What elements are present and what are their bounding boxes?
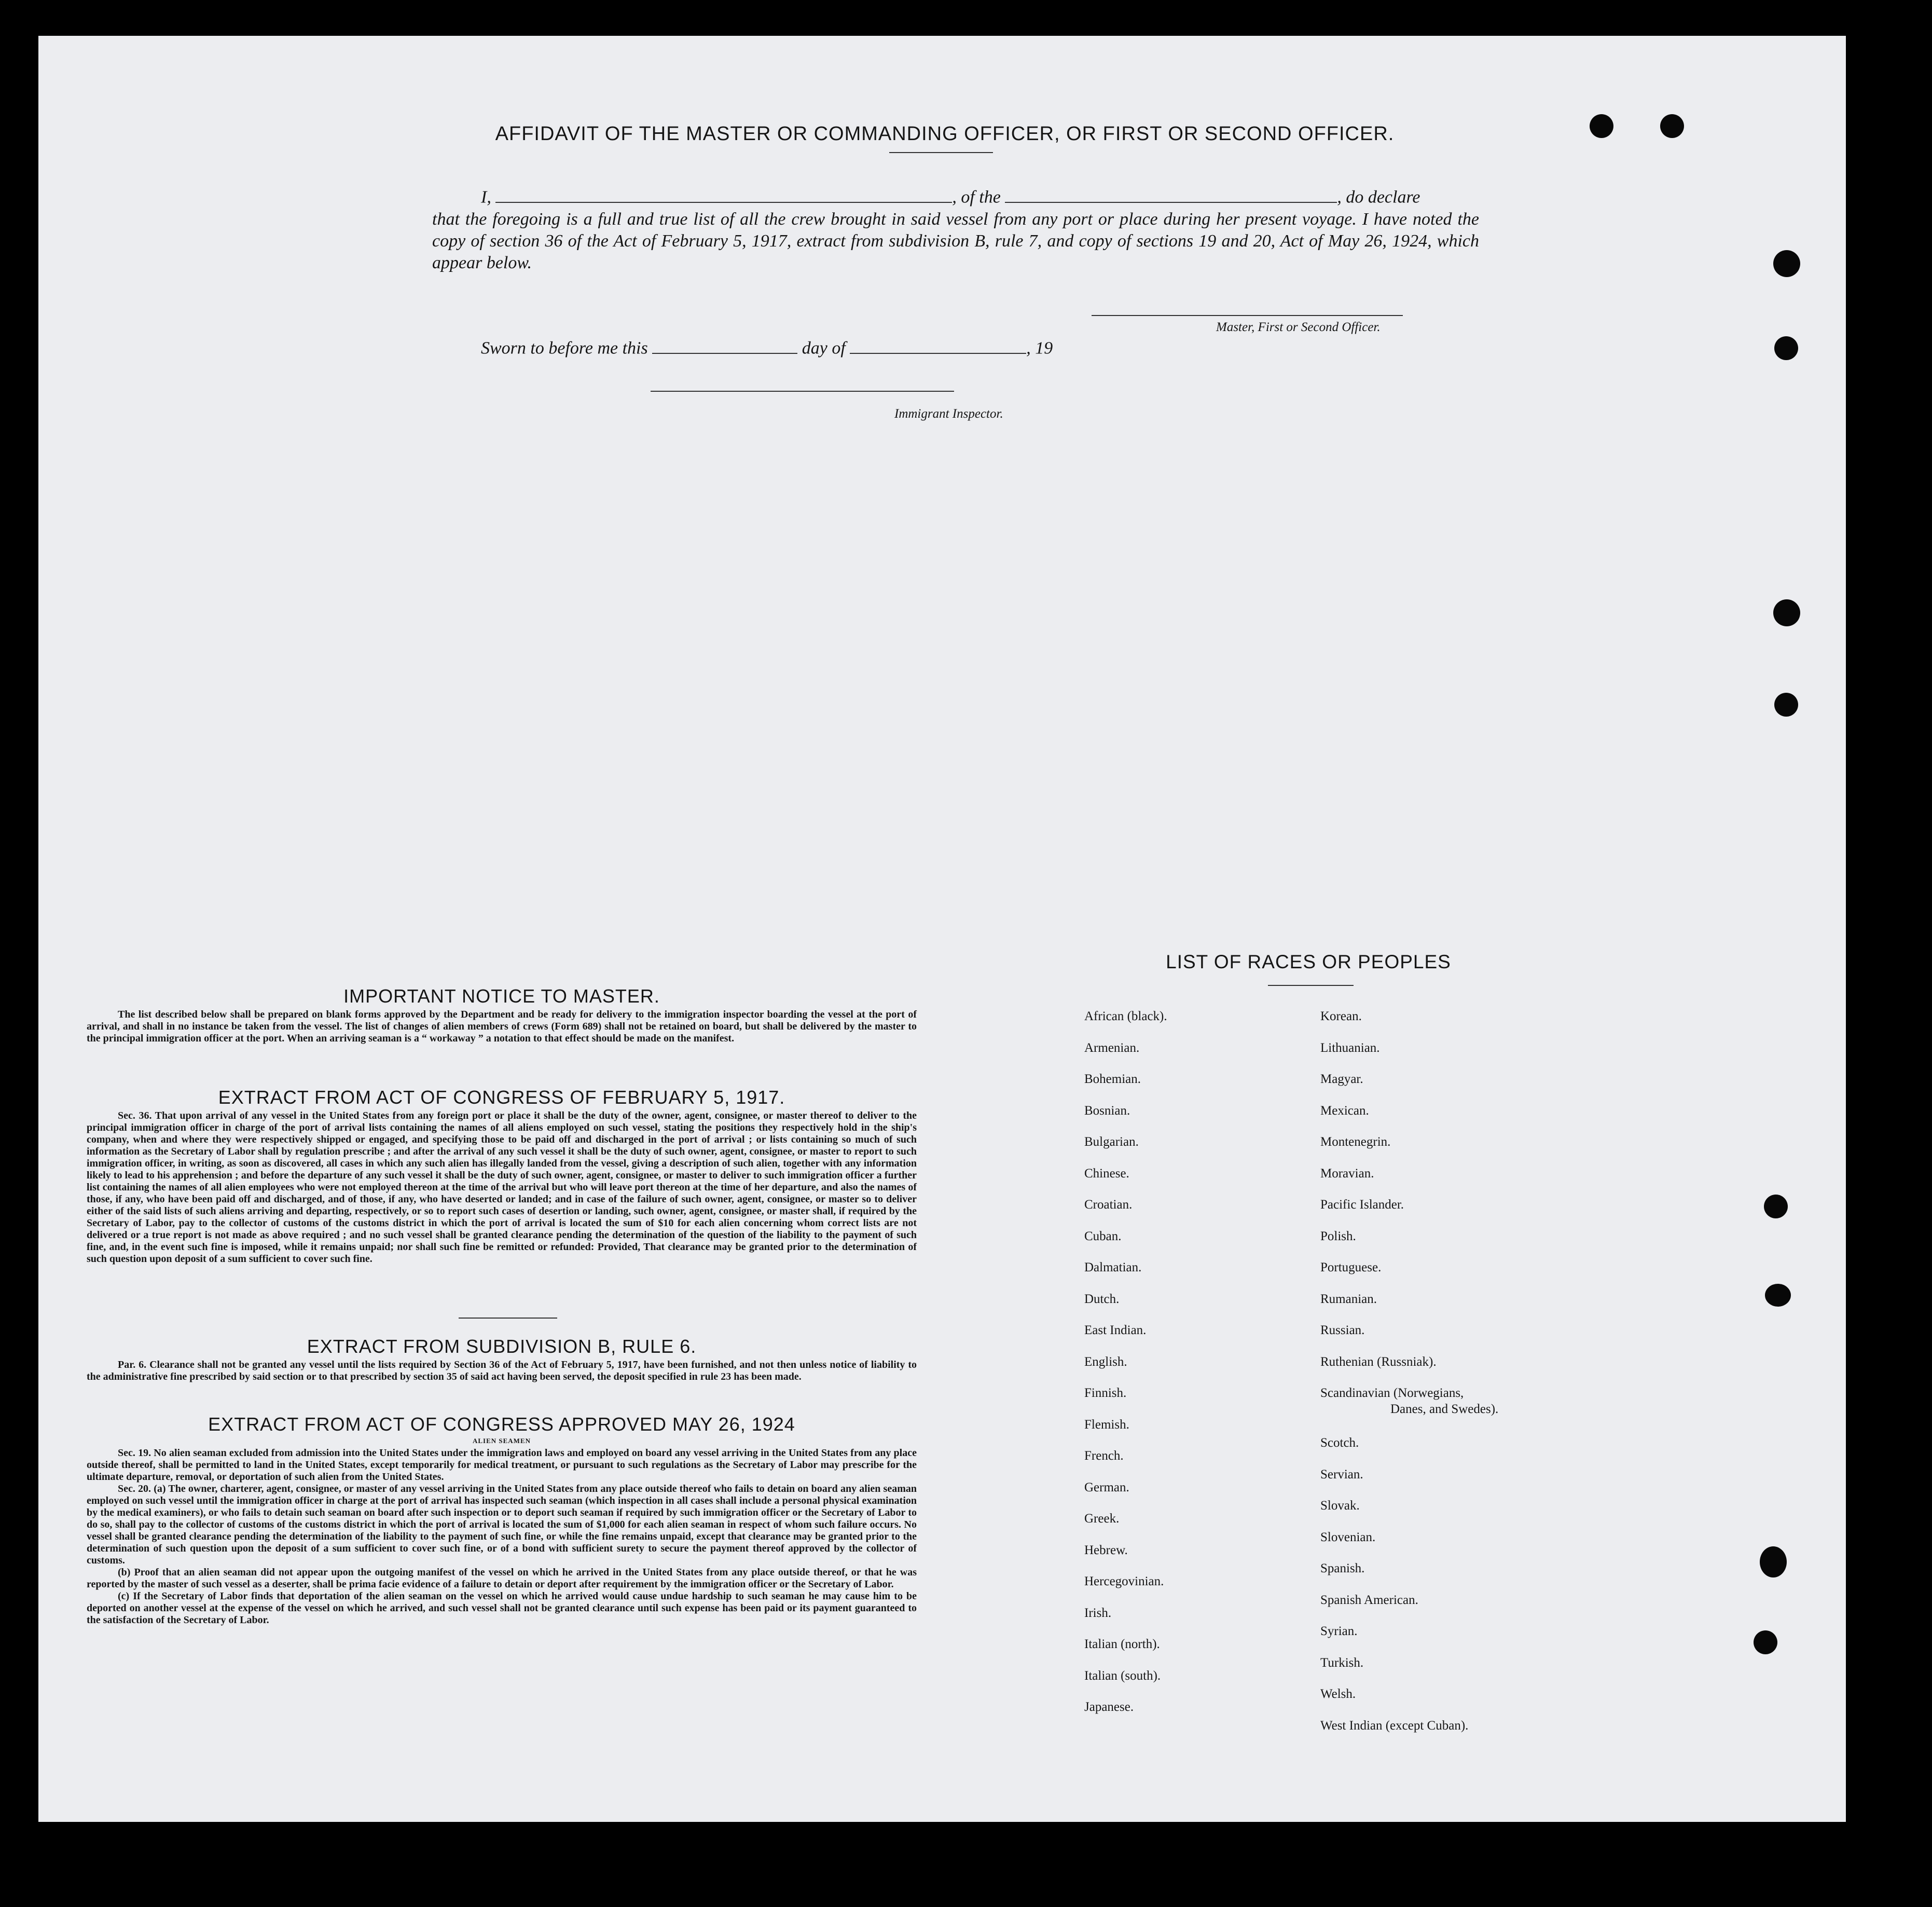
race-item: English.: [1084, 1354, 1127, 1369]
extract-rule6-body: Par. 6. Clearance shall not be granted any vessel until the lists required by Section 36 of the Act of February 5, 1917, have been furnished, and not then unless notice of liability to the administrative fine prescribed by said section or to that prescribed by section 35 of said act having been served, the deposit specified in rule 23 has been made.: [87, 1359, 917, 1382]
binder-hole: [1773, 599, 1800, 626]
race-item: Hercegovinian.: [1084, 1574, 1164, 1588]
section-rule: [459, 1318, 557, 1319]
sec-19: Sec. 19. No alien seaman excluded from admission into the United States under the immigration laws and employed on board any vessel arriving in the United States from any place outside thereof, shall be permitted to land in the United States, except temporarily for medical treatment, or pursuant to such regulations as the Secretary of Labor may prescribe for the ultimate departure, removal, or deportation of such alien from the United States.: [87, 1447, 917, 1483]
of-the-label: , of the: [952, 187, 1001, 207]
sec-20b: (b) Proof that an alien seaman did not appear upon the outgoing manifest of the vessel on which he arrived in the United States from any place outside thereof, or that he was reported by the master of such vessel as a deserter, shall be prima facie evidence of a failure to detain or deport after requirement by the immigration officer or the Secretary of Labor.: [87, 1567, 917, 1590]
race-item: Spanish.: [1320, 1561, 1365, 1575]
race-item: Bosnian.: [1084, 1103, 1130, 1118]
race-item: Italian (south).: [1084, 1668, 1161, 1683]
alien-seamen-subtitle: ALIEN SEAMEN: [472, 1437, 531, 1445]
race-item: Montenegrin.: [1320, 1135, 1391, 1149]
race-item: African (black).: [1084, 1009, 1167, 1023]
race-item: West Indian (except Cuban).: [1320, 1718, 1469, 1733]
race-item: Danes, and Swedes).: [1390, 1402, 1499, 1416]
affidavit-first-line: [481, 186, 1477, 209]
race-item: Dutch.: [1084, 1292, 1120, 1306]
binder-hole: [1760, 1546, 1787, 1577]
race-item: Greek.: [1084, 1512, 1120, 1526]
race-item: Pacific Islander.: [1320, 1198, 1404, 1212]
sworn-line: [481, 337, 1053, 360]
document-page: [38, 36, 1846, 1822]
month-blank[interactable]: [850, 337, 1026, 354]
race-item: Mexican.: [1320, 1103, 1369, 1118]
binder-hole: [1660, 114, 1684, 138]
race-item: Slovak.: [1320, 1499, 1360, 1513]
inspector-signature-label: Immigrant Inspector.: [894, 407, 1003, 421]
race-item: Magyar.: [1320, 1072, 1363, 1086]
races-title: LIST OF RACES OR PEOPLES: [1166, 951, 1451, 972]
race-item: Italian (north).: [1084, 1637, 1160, 1651]
race-item: Welsh.: [1320, 1687, 1356, 1701]
affidavit-title: AFFIDAVIT OF THE MASTER OR COMMANDING OFFICER, OR FIRST OR SECOND OFFICER.: [495, 123, 1395, 145]
binder-hole: [1765, 1284, 1791, 1307]
extract-1924-body: [87, 1447, 917, 1626]
sworn-label: Sworn to before me this: [481, 338, 648, 358]
race-item: Scotch.: [1320, 1436, 1359, 1450]
name-blank[interactable]: [495, 186, 952, 203]
race-item: Moravian.: [1320, 1166, 1374, 1181]
sec-20a: Sec. 20. (a) The owner, charterer, agent, consignee, or master of any vessel arriving in the United States from any place outside thereof who fails to detain on board any alien seaman employed on such vessel until the immigration officer in charge at the port of arrival has inspected such seaman (which inspection in all cases shall include a personal physical examination by the medical examiners), or who fails to detain such seaman on board after such inspection or to deport such seaman if required by such immigration officer or the Secretary of Labor to do so, shall pay to the collector of customs of the customs district in which the port of arrival is located the sum of $1,000 for each alien seaman in respect of whom such failure occurs. No vessel shall be granted clearance pending the determination of the liability to the payment of such fine, or while the fine remains unpaid, except that clearance may be granted prior to the determination of such question upon the deposit of a sum sufficient to cover such fine, or of a bond with sufficient surety to secure the payment thereof approved by the collector of customs.: [87, 1483, 917, 1566]
day-of-label: day of: [802, 338, 846, 358]
race-item: Spanish American.: [1320, 1593, 1418, 1607]
year-label: , 19: [1026, 338, 1053, 358]
race-item: Armenian.: [1084, 1040, 1140, 1055]
race-item: Rumanian.: [1320, 1292, 1377, 1306]
race-item: Polish.: [1320, 1229, 1356, 1243]
i-label: I,: [481, 187, 491, 207]
notice-body: The list described below shall be prepared on blank forms approved by the Department and be ready for delivery to the immigration inspector boarding the vessel at the port of arrival, and shall in no instance be taken from the vessel. The list of changes of alien members of crews (Form 689) shall not be retained on board, but shall be delivered by the master to the principal immigration officer at the port. When an arriving seaman is a “ workaway ” a notation to that effect should be made on the manifest.: [87, 1009, 917, 1044]
race-item: Cuban.: [1084, 1229, 1122, 1243]
race-item: Slovenian.: [1320, 1530, 1376, 1544]
do-declare-label: , do declare: [1337, 187, 1420, 207]
race-item: Chinese.: [1084, 1166, 1129, 1181]
race-item: Hebrew.: [1084, 1543, 1128, 1557]
race-item: Japanese.: [1084, 1700, 1134, 1714]
sec-20c: (c) If the Secretary of Labor finds that deportation of the alien seaman on the vessel on which he arrived would cause undue hardship to such seaman he may cause him to be deported on another vessel at the expense of the vessel on which he arrived, and such vessel shall not be granted clearance until such expense has been paid or its payment guaranteed to the satisfaction of the Secretary of Labor.: [87, 1590, 917, 1626]
race-item: Dalmatian.: [1084, 1260, 1142, 1274]
binder-hole: [1764, 1195, 1788, 1218]
master-signature-label: Master, First or Second Officer.: [1216, 320, 1381, 334]
race-item: Irish.: [1084, 1606, 1112, 1620]
race-item: French.: [1084, 1449, 1124, 1463]
inspector-signature-line[interactable]: [651, 391, 954, 392]
notice-title: IMPORTANT NOTICE TO MASTER.: [343, 985, 660, 1007]
day-blank[interactable]: [652, 337, 797, 354]
binder-hole: [1590, 114, 1613, 138]
race-item: Flemish.: [1084, 1417, 1129, 1432]
race-item: Servian.: [1320, 1467, 1363, 1481]
race-item: Bulgarian.: [1084, 1135, 1139, 1149]
race-item: Syrian.: [1320, 1624, 1358, 1638]
race-item: East Indian.: [1084, 1323, 1147, 1337]
extract-rule6-title: EXTRACT FROM SUBDIVISION B, RULE 6.: [307, 1336, 697, 1357]
affidavit-body: that the foregoing is a full and true list of all the crew brought in said vessel from any port or place during her present voyage. I have noted the copy of section 36 of the Act of February 5, 1917, extract from subdivision B, rule 7, and copy of sections 19 and 20, Act of May 26, 1924, which appear below.: [432, 210, 1479, 272]
race-item: Russian.: [1320, 1323, 1365, 1337]
binder-hole: [1774, 336, 1798, 360]
extract-1917-title: EXTRACT FROM ACT OF CONGRESS OF FEBRUARY 5, 1917.: [218, 1087, 785, 1108]
race-item: Bohemian.: [1084, 1072, 1141, 1086]
race-item: Ruthenian (Russniak).: [1320, 1354, 1437, 1369]
race-item: Scandinavian (Norwegians,: [1320, 1386, 1464, 1400]
race-item: Lithuanian.: [1320, 1040, 1380, 1055]
races-title-rule: [1268, 985, 1354, 986]
race-item: Finnish.: [1084, 1386, 1127, 1400]
extract-1917-body: Sec. 36. That upon arrival of any vessel in the United States from any foreign port or place it shall be the duty of the owner, agent, consignee, or master thereof to deliver to the principal immigration officer in charge of the port of arrival lists containing the names of all aliens employed on such vessel, stating the positions they respectively hold in the ship's company, when and where they were respectively shipped or engaged, and specifying those to be paid off and discharged in the port of arrival ; or lists containing so much of such information as the Secretary of Labor shall by regulation prescribe ; and after the arrival of any such vessel it shall be the duty of such owner, agent, consignee, or master to report to such immigration officer, in writing, as soon as discovered, all cases in which any such alien has illegally landed from the vessel, giving a description of such alien, together with any information likely to lead to his apprehension ; and before the departure of any such vessel it shall be the duty of such owner, agent, consignee, or master to deliver to such immigration officer a further list containing the names of all alien employees who were not employed thereon at the time of the arrival but who will leave port thereon at the time of her departure, and also the names of those, if any, who have been paid off and discharged, and of those, if any, who have deserted or landed; and in case of the failure of such owner, agent, consignee, or master so to deliver either of the said lists of such aliens arriving and departing, respectively, or so to report such cases of desertion or landing, such owner, agent, consignee, or master shall, if required by the Secretary of Labor, pay to the collector of customs of the customs district in which the port of arrival is located the sum of $10 for each alien concerning whom correct lists are not delivered or a true report is not made as above required ; and no such vessel shall be granted clearance pending the determination of the question of the liability to the payment of such fine, and, in the event such fine is imposed, while it remains unpaid; nor shall such fine be remitted or refunded: Provided, That clearance may be granted prior to the determination of such question upon deposit of a sum sufficient to cover such fine.: [87, 1110, 917, 1265]
race-item: Portuguese.: [1320, 1260, 1382, 1274]
vessel-blank[interactable]: [1005, 186, 1337, 203]
master-signature-line[interactable]: [1092, 315, 1403, 316]
race-item: Turkish.: [1320, 1655, 1364, 1670]
race-item: German.: [1084, 1480, 1129, 1494]
binder-hole: [1773, 250, 1800, 277]
race-item: Croatian.: [1084, 1198, 1133, 1212]
binder-hole: [1774, 693, 1798, 717]
extract-1924-title: EXTRACT FROM ACT OF CONGRESS APPROVED MAY 26, 1924: [208, 1414, 795, 1435]
binder-hole: [1754, 1630, 1777, 1654]
race-item: Korean.: [1320, 1009, 1362, 1023]
title-rule: [889, 152, 993, 153]
